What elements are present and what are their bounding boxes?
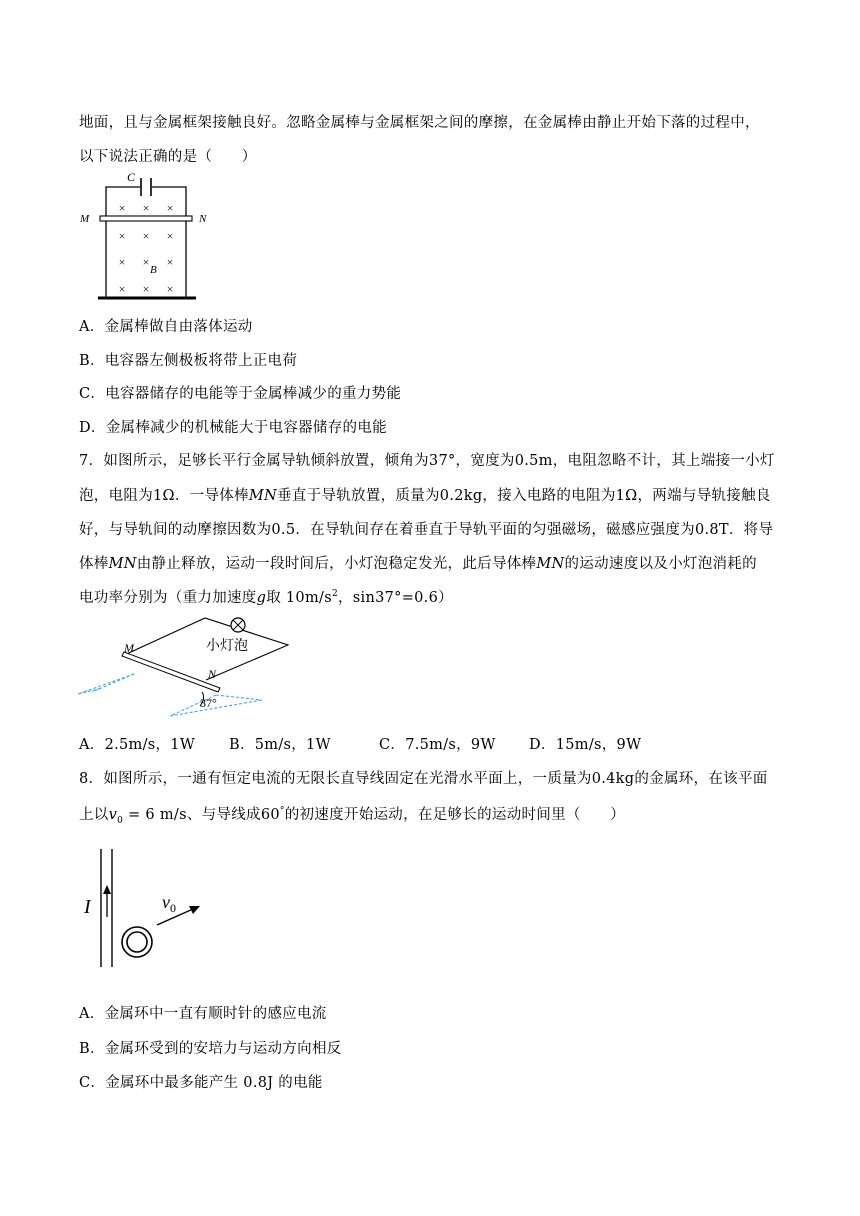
- q7-text-line4: 体棒MN由静止释放，运动一段时间后，小灯泡稳定发光，此后导体棒MN的运动速度以及小灯泡消耗的: [79, 556, 757, 572]
- q7-option-c: C．7.5m/s，9W: [379, 737, 496, 753]
- field-label-b: B: [150, 264, 157, 276]
- q7-text-line3: 好，与导轨间的动摩擦因数为0.5．在导轨间存在着垂直于导轨平面的匀强磁场，磁感应强度为0.8T．将导: [79, 522, 774, 538]
- svg-text:×: ×: [142, 255, 150, 269]
- q7-text-line5: 电功率分别为（重力加速度g取 $10m/s^2$，sin37°=0.6）: [79, 589, 453, 606]
- capacitor-label: C: [127, 170, 136, 184]
- q7-options-row: [79, 733, 641, 754]
- q6-text-line1: 地面，且与金属框架接触良好。忽略金属棒与金属框架之间的摩擦，在金属棒由静止开始下落的过程中，: [79, 115, 760, 131]
- rod-label-m: M: [124, 641, 134, 655]
- svg-text:×: ×: [166, 282, 174, 296]
- svg-text:×: ×: [142, 282, 150, 296]
- svg-text:×: ×: [166, 229, 174, 243]
- q7-figure-inclined-rails: [72, 612, 302, 722]
- q8-option-b: B．金属环受到的安培力与运动方向相反: [79, 1041, 342, 1057]
- angle-label: 37°: [200, 696, 217, 710]
- svg-text:×: ×: [142, 201, 150, 215]
- q8-option-c: C．金属环中最多能产生 0.8J 的电能: [79, 1075, 323, 1091]
- q6-option-b: B．电容器左侧极板将带上正电荷: [79, 353, 298, 369]
- q7-option-b: B．5m/s，1W: [229, 737, 331, 753]
- q8-text-line1: 8．如图所示，一通有恒定电流的无限长直导线固定在光滑水平面上，一质量为0.4kg的金属环，在该平面: [79, 771, 768, 787]
- q6-text-line2: 以下说法正确的是（ ）: [79, 149, 257, 165]
- rod-label-n: N: [199, 213, 207, 225]
- rod-label-m: M: [80, 213, 90, 225]
- svg-text:×: ×: [166, 255, 174, 269]
- q8-option-a: A．金属环中一直有顺时针的感应电流: [79, 1006, 327, 1022]
- q8-figure-wire-ring: [80, 845, 220, 970]
- q6-option-a: A．金属棒做自由落体运动: [79, 319, 253, 335]
- svg-text:×: ×: [118, 282, 126, 296]
- rod-label-n: N: [208, 667, 217, 681]
- svg-text:×: ×: [118, 229, 126, 243]
- q7-text-line1: 7．如图所示，足够长平行金属导轨倾斜放置，倾角为37°，宽度为0.5m，电阻忽略不计，其上端接一小灯: [79, 453, 775, 469]
- q8-text-line2: 上以$v_0 = 6$ m/s、与导线成60°的初速度开始运动，在足够长的运动时间里（ ）: [79, 806, 626, 826]
- svg-text:×: ×: [142, 229, 150, 243]
- velocity-label: $v_0$: [162, 892, 176, 915]
- q6-figure-capacitor-frame: [78, 170, 218, 305]
- q6-option-c: C．电容器储存的电能等于金属棒减少的重力势能: [79, 386, 402, 402]
- current-label: I: [84, 896, 91, 918]
- q7-text-line2: 泡，电阻为1Ω．一导体棒MN垂直于导轨放置，质量为0.2kg，接入电路的电阻为1Ω，两端与导轨接触良: [79, 488, 771, 504]
- lamp-label: 小灯泡: [206, 639, 248, 654]
- q6-option-d: D．金属棒减少的机械能大于电容器储存的电能: [79, 420, 387, 436]
- q7-option-d: D．15m/s，9W: [529, 737, 642, 753]
- svg-text:×: ×: [166, 201, 174, 215]
- svg-text:×: ×: [118, 201, 126, 215]
- q7-option-a: A．2.5m/s，1W: [79, 737, 196, 753]
- svg-text:×: ×: [118, 255, 126, 269]
